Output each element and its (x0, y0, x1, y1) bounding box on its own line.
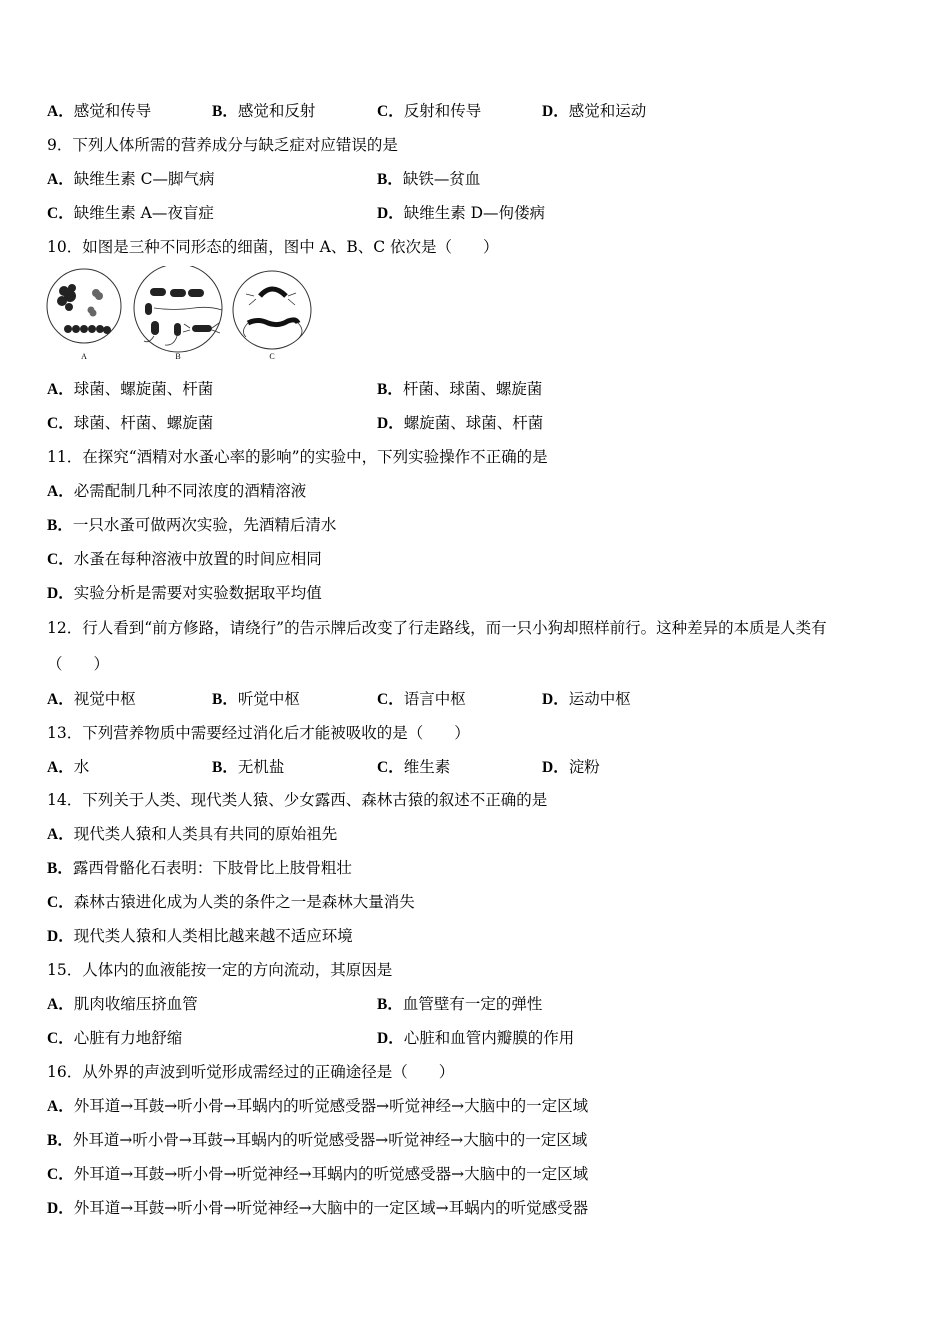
option-text: 感觉和运动 (568, 102, 647, 120)
option-text: 血管壁有一定的弹性 (402, 995, 543, 1013)
q11-option-a (47, 480, 306, 503)
q13-question-stem: 13．下列营养物质中需要经过消化后才能被吸收的是（ ） (47, 724, 470, 742)
q9-option-c (47, 202, 214, 225)
q12-question-stem-continuation: （ ） (47, 655, 110, 673)
option-letter: A． (47, 996, 74, 1013)
q13-option-b (212, 756, 284, 779)
q9-option-b (377, 168, 480, 191)
option-text: 感觉和反射 (237, 102, 316, 120)
option-text: 森林古猿进化成为人类的条件之一是森林大量消失 (73, 893, 415, 911)
option-text: 心脏有力地舒缩 (73, 1029, 183, 1047)
option-text: 一只水蚤可做两次实验，先酒精后清水 (72, 516, 337, 534)
q16-option-b (47, 1129, 587, 1152)
option-letter: B． (212, 691, 238, 708)
figure-label-c: C (269, 352, 275, 361)
bacteria-figure (42, 266, 322, 366)
option-letter: C． (47, 415, 74, 432)
option-text: 实验分析是需要对实验数据取平均值 (73, 584, 322, 602)
option-text: 露西骨骼化石表明：下肢骨比上肢骨粗壮 (72, 859, 352, 877)
q12-option-c (377, 688, 466, 711)
option-letter: B． (212, 103, 238, 120)
option-letter: B． (47, 517, 73, 534)
option-letter: D． (542, 759, 569, 776)
option-text: 水蚤在每种溶液中放置的时间应相同 (73, 550, 322, 568)
option-text: 心脏和血管内瓣膜的作用 (403, 1029, 575, 1047)
option-letter: B． (212, 759, 238, 776)
q14-question-stem: 14．下列关于人类、现代类人猿、少女露西、森林古猿的叙述不正确的是 (47, 791, 548, 809)
q10-option-b (377, 378, 542, 401)
q9-option-a (47, 168, 215, 191)
q10-option-a (47, 378, 213, 401)
option-text: 水 (73, 758, 90, 776)
q10-option-c (47, 412, 213, 435)
q10-question-stem: 10．如图是三种不同形态的细菌，图中 A、B、C 依次是（ ） (47, 238, 499, 256)
option-letter: A． (47, 483, 74, 500)
option-text: 语言中枢 (403, 690, 466, 708)
q8-option-b (212, 100, 315, 123)
option-text: 感觉和传导 (73, 102, 152, 120)
option-letter: D． (47, 928, 74, 945)
option-letter: A． (47, 1098, 74, 1115)
option-letter: B． (377, 171, 403, 188)
option-letter: D． (542, 103, 569, 120)
option-letter: C． (47, 205, 74, 222)
q16-question-stem: 16．从外界的声波到听觉形成需经过的正确途径是（ ） (47, 1063, 455, 1081)
option-text: 球菌、杆菌、螺旋菌 (73, 414, 214, 432)
q11-question-stem: 11．在探究“酒精对水蚤心率的影响”的实验中，下列实验操作不正确的是 (47, 448, 548, 466)
option-letter: D． (377, 205, 404, 222)
option-letter: C． (47, 894, 74, 911)
option-letter: B． (377, 381, 403, 398)
q12-option-d (542, 688, 631, 711)
option-text: 外耳道→听小骨→耳鼓→耳蜗内的听觉感受器→听觉神经→大脑中的一定区域 (72, 1131, 588, 1149)
option-letter: C． (377, 759, 404, 776)
option-text: 缺维生素 D—佝偻病 (403, 204, 546, 222)
q12-option-b (212, 688, 300, 711)
q15-question-stem: 15．人体内的血液能按一定的方向流动，其原因是 (47, 961, 393, 979)
q14-option-a (47, 823, 337, 846)
q16-option-a (47, 1095, 588, 1118)
option-text: 外耳道→耳鼓→听小骨→听觉神经→大脑中的一定区域→耳蜗内的听觉感受器 (73, 1199, 589, 1217)
option-letter: B． (47, 1132, 73, 1149)
option-letter: A． (47, 691, 74, 708)
q15-option-a (47, 993, 198, 1016)
option-text: 无机盐 (237, 758, 285, 776)
option-text: 外耳道→耳鼓→听小骨→听觉神经→耳蜗内的听觉感受器→大脑中的一定区域 (73, 1165, 589, 1183)
option-letter: A． (47, 826, 74, 843)
option-text: 现代类人猿和人类具有共同的原始祖先 (73, 825, 338, 843)
q14-option-c (47, 891, 415, 914)
figure-label-a: A (81, 352, 87, 361)
option-letter: C． (47, 1030, 74, 1047)
option-letter: C． (377, 691, 404, 708)
option-text: 外耳道→耳鼓→听小骨→耳蜗内的听觉感受器→听觉神经→大脑中的一定区域 (73, 1097, 589, 1115)
option-letter: C． (47, 1166, 74, 1183)
option-letter: D． (377, 415, 404, 432)
q9-question-stem: 9．下列人体所需的营养成分与缺乏症对应错误的是 (47, 136, 398, 154)
option-letter: A． (47, 381, 74, 398)
option-text: 螺旋菌、球菌、杆菌 (403, 414, 544, 432)
q16-option-c (47, 1163, 588, 1186)
option-text: 听觉中枢 (237, 690, 300, 708)
option-text: 杆菌、球菌、螺旋菌 (402, 380, 543, 398)
figure-label-b: B (175, 352, 181, 361)
option-text: 缺维生素 A—夜盲症 (73, 204, 214, 222)
option-letter: C． (377, 103, 404, 120)
option-letter: D． (47, 585, 74, 602)
option-letter: D． (47, 1200, 74, 1217)
q12-option-a (47, 688, 136, 711)
option-letter: C． (47, 551, 74, 568)
q11-option-d (47, 582, 322, 605)
option-letter: A． (47, 171, 74, 188)
option-text: 必需配制几种不同浓度的酒精溶液 (73, 482, 307, 500)
q8-option-a (47, 100, 151, 123)
option-text: 运动中枢 (568, 690, 631, 708)
option-letter: B． (47, 860, 73, 877)
option-text: 球菌、螺旋菌、杆菌 (73, 380, 214, 398)
option-text: 现代类人猿和人类相比越来越不适应环境 (73, 927, 353, 945)
option-text: 缺铁—贫血 (402, 170, 481, 188)
q12-question-stem: 12．行人看到“前方修路，请绕行”的告示牌后改变了行走路线，而一只小狗却照样前行。这种差异的本质是人类有 (47, 619, 827, 637)
option-text: 淀粉 (568, 758, 600, 776)
q13-option-d (542, 756, 600, 779)
q11-option-c (47, 548, 322, 571)
option-letter: D． (542, 691, 569, 708)
q15-option-d (377, 1027, 574, 1050)
option-text: 肌肉收缩压挤血管 (73, 995, 198, 1013)
q15-option-c (47, 1027, 182, 1050)
q13-option-c (377, 756, 450, 779)
q8-option-c (377, 100, 481, 123)
q14-option-b (47, 857, 352, 880)
q11-option-b (47, 514, 336, 537)
option-text: 视觉中枢 (73, 690, 136, 708)
q14-option-d (47, 925, 353, 948)
q10-option-d (377, 412, 543, 435)
option-letter: B． (377, 996, 403, 1013)
q8-option-d (542, 100, 646, 123)
option-letter: A． (47, 759, 74, 776)
option-letter: A． (47, 103, 74, 120)
option-text: 缺维生素 C—脚气病 (73, 170, 215, 188)
q9-option-d (377, 202, 545, 225)
option-text: 维生素 (403, 758, 451, 776)
q15-option-b (377, 993, 542, 1016)
q16-option-d (47, 1197, 588, 1220)
option-text: 反射和传导 (403, 102, 482, 120)
q13-option-a (47, 756, 89, 779)
option-letter: D． (377, 1030, 404, 1047)
